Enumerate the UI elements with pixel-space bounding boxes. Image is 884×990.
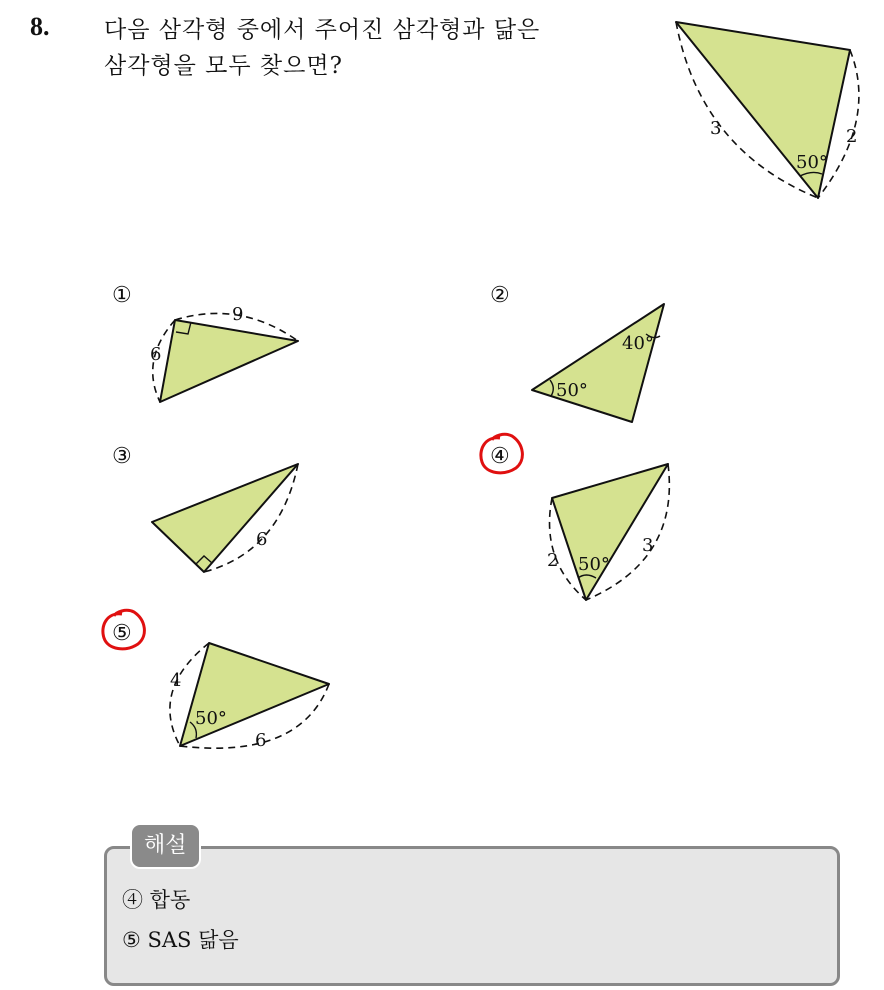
choice-4-angle: 50° xyxy=(578,554,610,575)
choice-2-angle-a: 40° xyxy=(622,333,654,354)
given-side-b: 2 xyxy=(846,126,858,147)
choice-3-side-a: 6 xyxy=(256,529,268,550)
choice-2[interactable] xyxy=(490,283,664,422)
question-number: 8. xyxy=(30,12,50,41)
solution-box xyxy=(104,846,840,986)
choice-1-side-a: 9 xyxy=(232,304,244,325)
choice-2-mark: ② xyxy=(490,283,510,308)
given-triangle xyxy=(676,22,859,198)
choice-5-mark: ⑤ xyxy=(112,621,132,646)
choice-5[interactable] xyxy=(103,610,329,751)
given-side-a: 3 xyxy=(710,118,722,139)
choice-3-mark: ③ xyxy=(112,444,132,469)
choice-2-angle-b: 50° xyxy=(556,380,588,401)
choice-4-side-a: 2 xyxy=(547,550,559,571)
question-line-1: 다음 삼각형 중에서 주어진 삼각형과 닮은 xyxy=(104,17,541,43)
solution-tag: 해설 xyxy=(130,823,201,869)
choice-1[interactable] xyxy=(112,283,298,402)
choice-1-side-b: 6 xyxy=(150,344,162,365)
choice-5-side-b: 6 xyxy=(255,730,267,751)
given-angle: 50° xyxy=(796,152,828,173)
solution-line-2: ⑤ SAS 닮음 xyxy=(122,928,239,952)
choice-5-angle: 50° xyxy=(195,708,227,729)
choice-1-mark: ① xyxy=(112,283,132,308)
choice-4-side-b: 3 xyxy=(642,535,654,556)
choice-4[interactable] xyxy=(481,434,669,600)
question-line-2: 삼각형을 모두 찾으면? xyxy=(104,53,343,79)
choice-4-mark: ④ xyxy=(490,444,510,469)
solution-line-1: ④ 합동 xyxy=(122,888,191,912)
choice-5-side-a: 4 xyxy=(170,670,182,691)
choice-3[interactable] xyxy=(112,444,298,572)
